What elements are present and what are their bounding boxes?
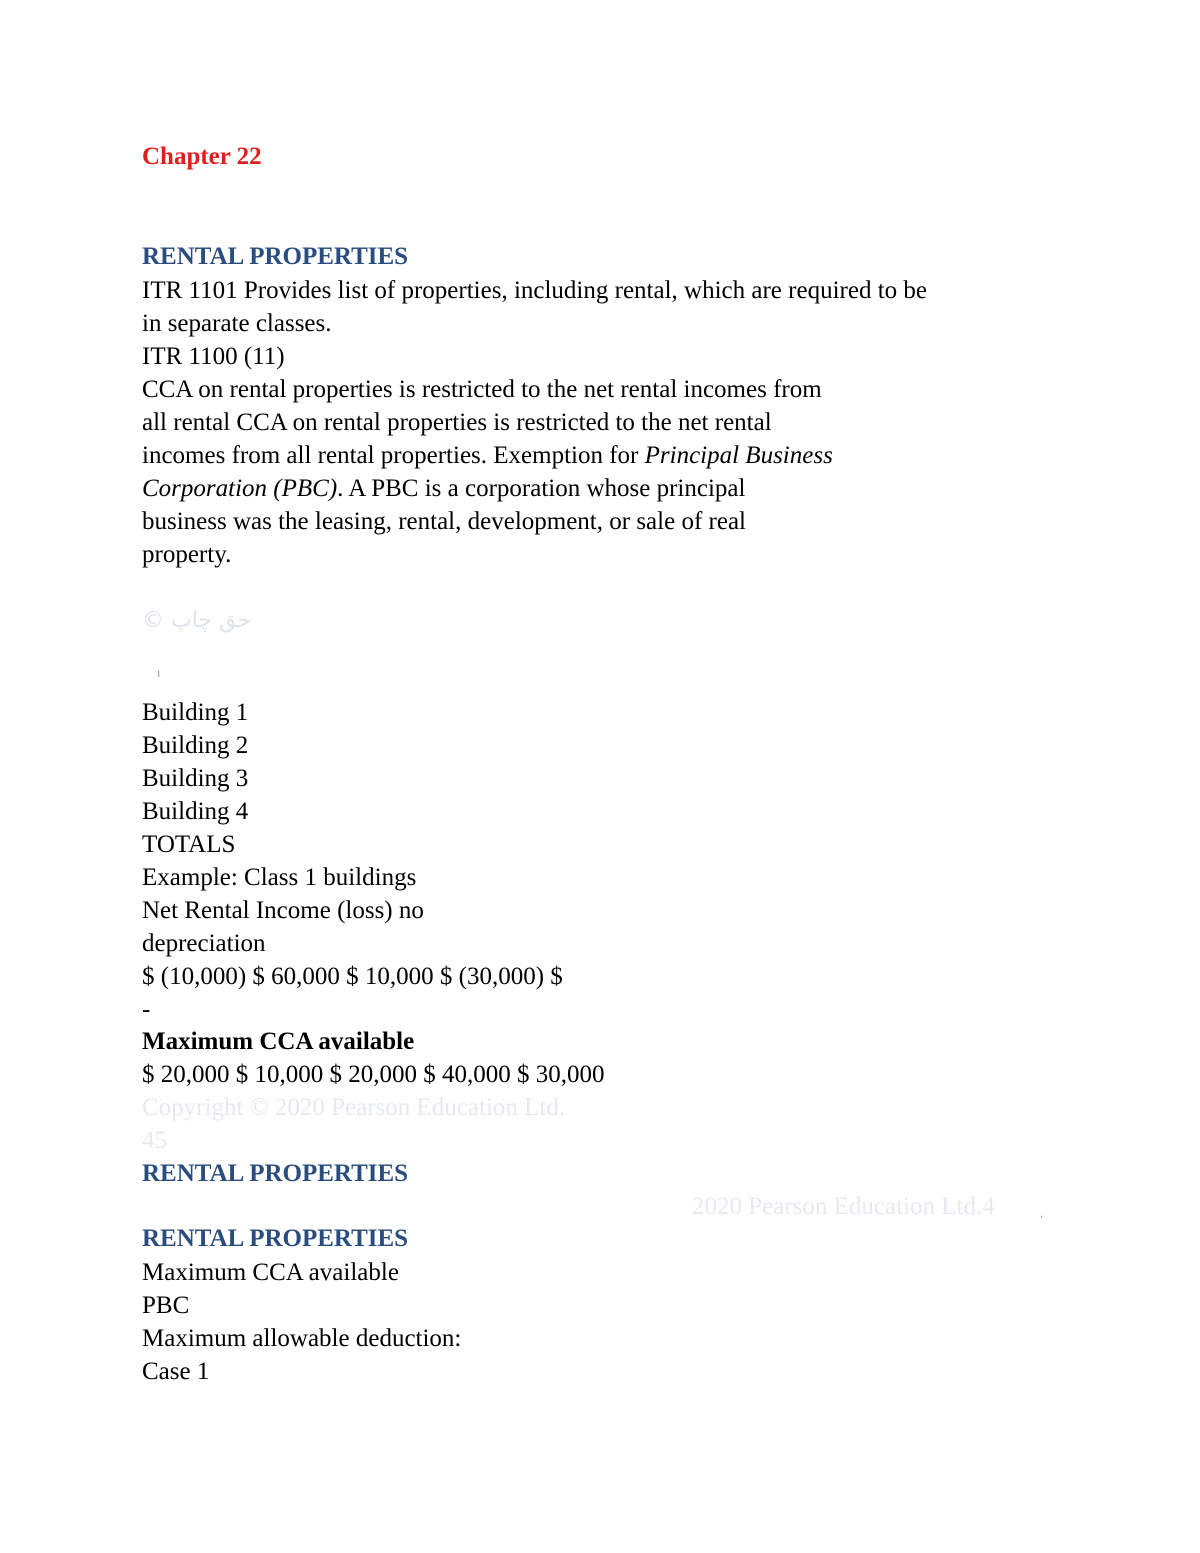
body-line: all rental CCA on rental properties is restricted to the net rental: [142, 409, 772, 436]
max-cca-label: Maximum CCA available: [142, 1028, 415, 1055]
body-text: incomes from all rental properties. Exemption for: [142, 442, 645, 469]
dash-value: -: [142, 996, 151, 1023]
section-heading-rental-properties-1: RENTAL PROPERTIES: [142, 243, 409, 270]
page-number: 45: [142, 1127, 167, 1154]
example-label: Example: Class 1 buildings: [142, 864, 417, 891]
section-heading-rental-properties-3: RENTAL PROPERTIES: [142, 1225, 409, 1252]
building-label: Building 1: [142, 699, 249, 726]
net-rental-values: $ (10,000) $ 60,000 $ 10,000 $ (30,000) $: [142, 963, 563, 990]
chapter-title: Chapter 22: [142, 143, 262, 170]
copyright-notice: Copyright © 2020 Pearson Education Ltd.: [142, 1094, 566, 1121]
body-line-corporation: [142, 472, 745, 505]
footer-copyright: 2020 Pearson Education Ltd.4: [692, 1193, 995, 1220]
max-cca-values: $ 20,000 $ 10,000 $ 20,000 $ 40,000 $ 30,000: [142, 1061, 605, 1088]
watermark-arabic: © حق چاپ: [142, 608, 251, 633]
body-text: . A PBC is a corporation whose principal: [337, 475, 746, 502]
body-line: ITR 1101 Provides list of properties, including rental, which are required to be: [142, 277, 927, 304]
body-line: business was the leasing, rental, development, or sale of real: [142, 508, 746, 535]
body-line: ITR 1100 (11): [142, 343, 285, 370]
net-rental-label-cont: depreciation: [142, 930, 266, 957]
body-line: Maximum allowable deduction:: [142, 1325, 462, 1352]
body-line: CCA on rental properties is restricted to the net rental incomes from: [142, 376, 822, 403]
body-line: PBC: [142, 1292, 190, 1319]
net-rental-label: Net Rental Income (loss) no: [142, 897, 424, 924]
body-line-pbc: [142, 439, 833, 472]
building-label: Building 2: [142, 732, 249, 759]
footer-mark: ,: [1040, 1206, 1044, 1220]
totals-label: TOTALS: [142, 831, 236, 858]
body-line: property.: [142, 541, 232, 568]
body-line: Case 1: [142, 1358, 210, 1385]
body-line: in separate classes.: [142, 310, 332, 337]
italic-term: Corporation (PBC): [142, 475, 338, 502]
italic-term: Principal Business: [644, 442, 833, 469]
building-label: Building 4: [142, 798, 249, 825]
building-label: Building 3: [142, 765, 249, 792]
faint-mark: ı: [157, 666, 161, 680]
body-line: Maximum CCA available: [142, 1259, 399, 1286]
section-heading-rental-properties-2: RENTAL PROPERTIES: [142, 1160, 409, 1187]
